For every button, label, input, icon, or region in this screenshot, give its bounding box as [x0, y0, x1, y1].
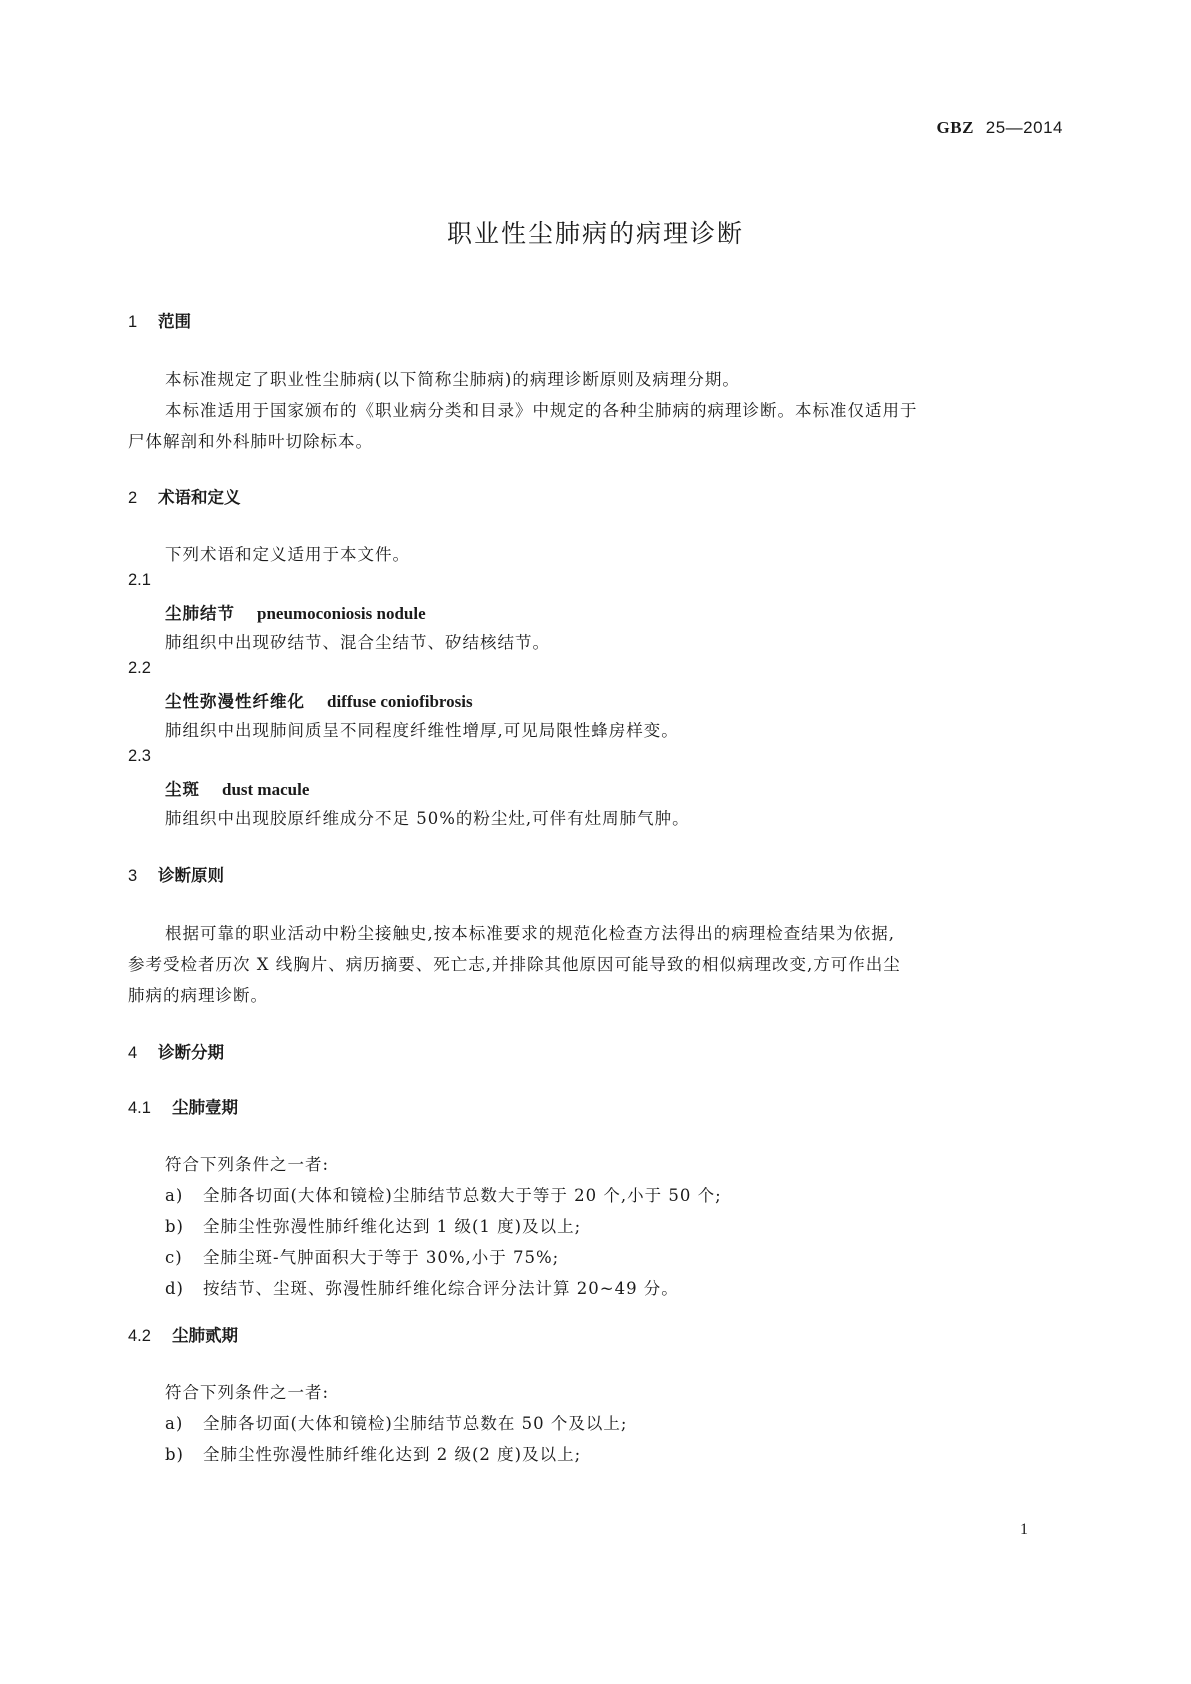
- list-item: [165, 1182, 722, 1206]
- list-item: [165, 1275, 679, 1299]
- list-item-text: 全肺尘斑-气肿面积大于等于 30%,小于 75%;: [203, 1248, 560, 1267]
- subsection-title: 尘肺壹期: [172, 1098, 238, 1117]
- list-item-label: c): [165, 1248, 183, 1267]
- term-heading: [165, 776, 309, 800]
- conditions-intro: 符合下列条件之一者:: [165, 1155, 330, 1174]
- list-item: [165, 1213, 581, 1237]
- document-title: 职业性尘肺病的病理诊断: [446, 219, 744, 248]
- list-item-label: b): [165, 1445, 184, 1464]
- section-title: 范围: [158, 312, 191, 331]
- paragraph: 本标准规定了职业性尘肺病(以下简称尘肺病)的病理诊断原则及病理分期。: [165, 370, 740, 389]
- clause-number: 2.3: [128, 747, 151, 765]
- list-item-label: a): [165, 1414, 184, 1433]
- paragraph: 本标准适用于国家颁布的《职业病分类和目录》中规定的各种尘肺病的病理诊断。本标准仅适用于: [165, 401, 918, 420]
- term-heading: [165, 688, 473, 712]
- list-item-label: a): [165, 1186, 184, 1205]
- subsection-title: 尘肺贰期: [172, 1326, 238, 1345]
- term-zh: 尘肺结节: [165, 604, 235, 623]
- list-item: [165, 1410, 627, 1434]
- standard-prefix: GBZ: [936, 118, 974, 137]
- section-title: 诊断分期: [158, 1043, 224, 1062]
- section-number: 3: [128, 867, 138, 885]
- list-item-label: b): [165, 1217, 184, 1236]
- conditions-intro: 符合下列条件之一者:: [165, 1383, 330, 1402]
- term-definition: 肺组织中出现矽结节、混合尘结节、矽结核结节。: [165, 633, 550, 652]
- section-title: 术语和定义: [158, 488, 241, 507]
- term-definition: 肺组织中出现胶原纤维成分不足 50%的粉尘灶,可伴有灶周肺气肿。: [165, 809, 690, 828]
- list-item: [165, 1441, 581, 1465]
- term-heading: [165, 600, 426, 624]
- section-2-heading: [128, 484, 241, 508]
- section-number: 4: [128, 1044, 138, 1062]
- term-definition: 肺组织中出现肺间质呈不同程度纤维性增厚,可见局限性蜂房样变。: [165, 721, 679, 740]
- list-item-label: d): [165, 1279, 184, 1298]
- clause-number: 2.1: [128, 571, 151, 589]
- subsection-4-1-heading: [128, 1094, 238, 1118]
- paragraph-continuation: 参考受检者历次 X 线胸片、病历摘要、死亡志,并排除其他原因可能导致的相似病理改变,方可作出尘: [128, 955, 901, 974]
- list-item-text: 全肺各切面(大体和镜检)尘肺结节总数大于等于 20 个,小于 50 个;: [203, 1186, 722, 1205]
- subsection-number: 4.1: [128, 1099, 151, 1117]
- section-4-heading: [128, 1039, 224, 1063]
- clause-number: 2.2: [128, 659, 151, 677]
- term-zh: 尘性弥漫性纤维化: [165, 692, 305, 711]
- subsection-4-2-heading: [128, 1322, 238, 1346]
- paragraph: 下列术语和定义适用于本文件。: [165, 545, 410, 564]
- list-item-text: 全肺尘性弥漫性肺纤维化达到 1 级(1 度)及以上;: [203, 1217, 582, 1236]
- section-number: 1: [128, 313, 138, 331]
- section-1-heading: [128, 308, 191, 332]
- list-item-text: 按结节、尘斑、弥漫性肺纤维化综合评分法计算 20~49 分。: [203, 1279, 679, 1298]
- standard-code: [937, 118, 1063, 138]
- term-zh: 尘斑: [165, 780, 200, 799]
- list-item: [165, 1244, 559, 1268]
- term-en: diffuse coniofibrosis: [327, 692, 473, 711]
- section-title: 诊断原则: [158, 866, 224, 885]
- paragraph-continuation: 尸体解剖和外科肺叶切除标本。: [128, 432, 373, 451]
- term-en: pneumoconiosis nodule: [257, 604, 426, 623]
- paragraph: 根据可靠的职业活动中粉尘接触史,按本标准要求的规范化检查方法得出的病理检查结果为依据,: [165, 924, 895, 943]
- section-number: 2: [128, 489, 138, 507]
- list-item-text: 全肺各切面(大体和镜检)尘肺结节总数在 50 个及以上;: [203, 1414, 628, 1433]
- section-3-heading: [128, 862, 224, 886]
- page-number: 1: [1020, 1521, 1028, 1538]
- subsection-number: 4.2: [128, 1327, 151, 1345]
- paragraph-continuation: 肺病的病理诊断。: [128, 986, 268, 1005]
- standard-number: 25—2014: [985, 118, 1063, 137]
- term-en: dust macule: [222, 780, 310, 799]
- list-item-text: 全肺尘性弥漫性肺纤维化达到 2 级(2 度)及以上;: [203, 1445, 582, 1464]
